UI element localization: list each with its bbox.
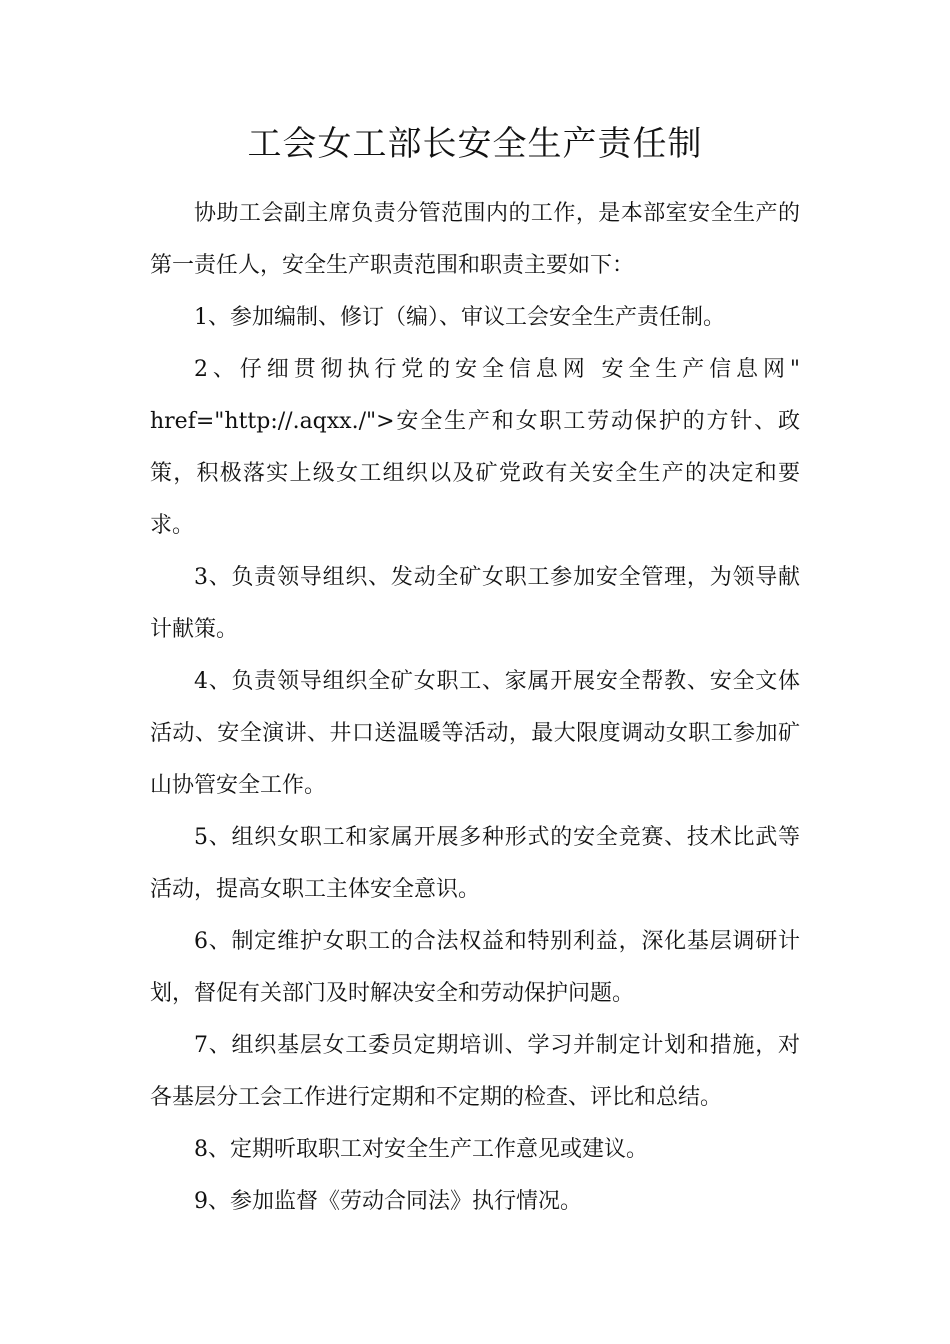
paragraph-item-7: 7、组织基层女工委员定期培训、学习并制定计划和措施，对各基层分工会工作进行定期和不定期的检查、评比和总结。 — [150, 1033, 800, 1110]
document-body — [150, 188, 800, 1228]
paragraph-item-6: 6、制定维护女职工的合法权益和特别利益，深化基层调研计划，督促有关部门及时解决安全和劳动保护问题。 — [150, 929, 800, 1006]
document-title: 工会女工部长安全生产责任制 — [247, 124, 703, 164]
paragraph-item-2: 2、仔细贯彻执行党的安全信息网 安全生产信息网" href="http://.aqxx./">安全生产和女职工劳动保护的方针、政策，积极落实上级女工组织以及矿党政有关安全生产的决定和要求。 — [150, 357, 800, 538]
paragraph-intro: 协助工会副主席负责分管范围内的工作，是本部室安全生产的第一责任人，安全生产职责范围和职责主要如下： — [150, 201, 800, 278]
paragraph-item-1: 1、参加编制、修订（编）、审议工会安全生产责任制。 — [194, 305, 725, 330]
paragraph-item-8: 8、定期听取职工对安全生产工作意见或建议。 — [194, 1137, 648, 1162]
paragraph-item-5: 5、组织女职工和家属开展多种形式的安全竞赛、技术比武等活动，提高女职工主体安全意识。 — [150, 825, 800, 902]
paragraph-item-3: 3、负责领导组织、发动全矿女职工参加安全管理，为领导献计献策。 — [150, 565, 800, 642]
paragraph-item-9: 9、参加监督《劳动合同法》执行情况。 — [194, 1189, 582, 1214]
paragraph-item-4: 4、负责领导组织全矿女职工、家属开展安全帮教、安全文体活动、安全演讲、井口送温暖等活动，最大限度调动女职工参加矿山协管安全工作。 — [150, 669, 800, 798]
